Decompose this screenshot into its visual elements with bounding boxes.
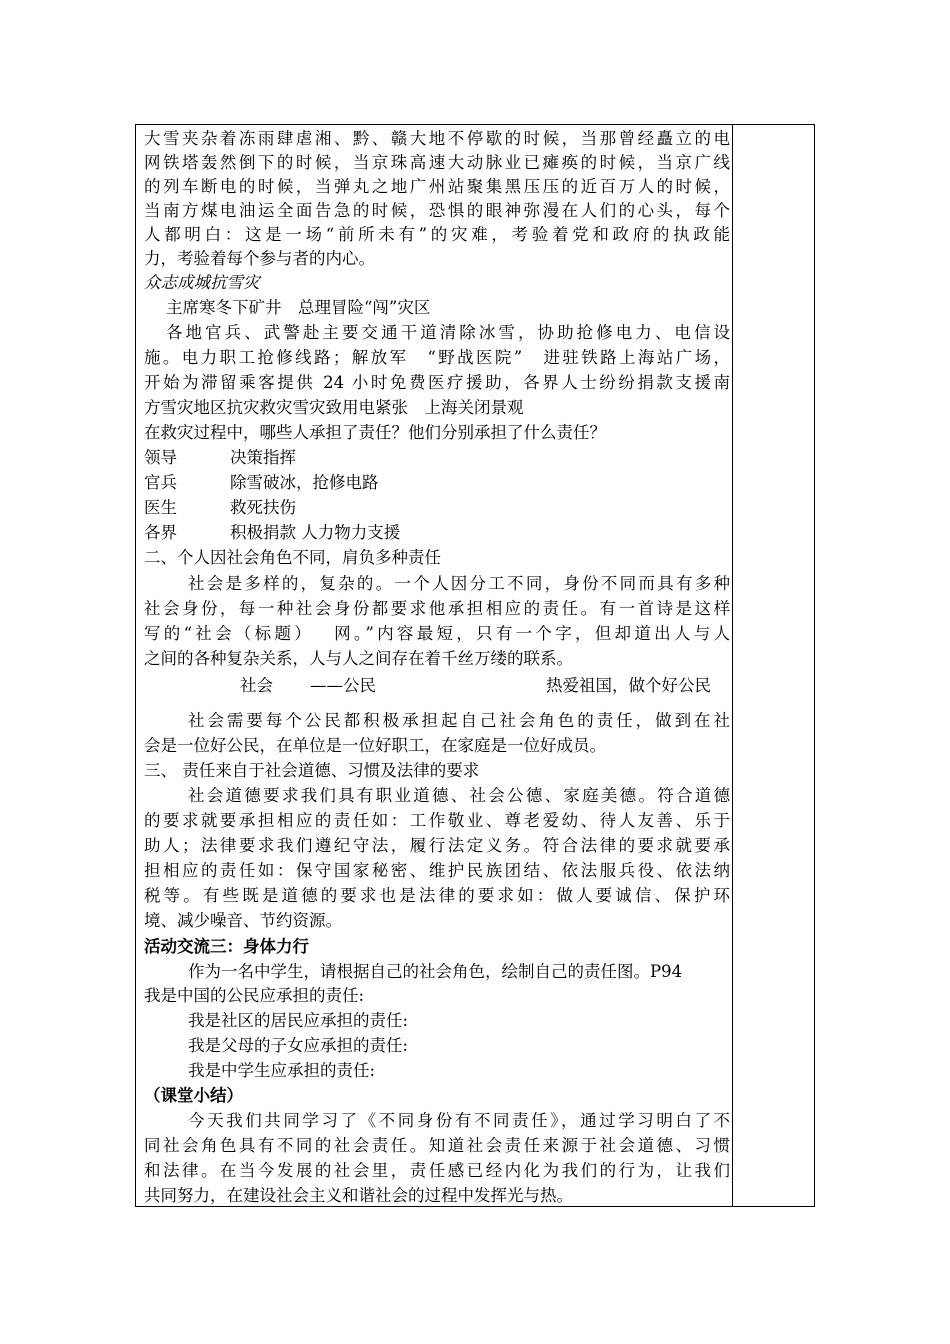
para1-line: 网铁塔轰然倒下的时候，当京珠高速大动脉业已瘫痪的时候，当京广线: [144, 153, 730, 172]
para1-line: 人都明白：这是一场“前所未有”的灾难，考验着党和政府的执政能: [144, 225, 730, 244]
question: 在救灾过程中，哪些人承担了责任？他们分别承担了什么责任？: [144, 423, 606, 442]
role-duty: 除雪破冰，抢修电路: [230, 473, 379, 492]
role-who: 官兵: [144, 473, 177, 492]
role-duty: 救死扶伤: [230, 498, 296, 517]
para5-line: 境、减少噪音、节约资源。: [144, 911, 342, 930]
para3-line: 写的“社会（标题） 网。”内容最短，只有一个字，但却道出人与人: [144, 624, 730, 643]
summary-line: 和法律。在当今发展的社会里，责任感已经内化为我们的行为，让我们: [144, 1161, 730, 1180]
para5-line: 助人；法律要求我们遵纪守法，履行法定义务。符合法律的要求就要承: [144, 836, 730, 855]
para1-line: 的列车断电的时候，当弹丸之地广州站聚集黑压压的近百万人的时候，: [144, 177, 730, 196]
column-divider: [732, 125, 733, 1206]
role-row: [144, 521, 400, 545]
role-who: 医生: [144, 498, 177, 517]
lesson-content-cell: [144, 125, 730, 1206]
para2-line: 方雪灾地区抗灾救灾雪灾致用电紧张 上海关闭景观: [144, 398, 524, 417]
para1-line: 力，考验着每个参与者的内心。: [144, 249, 375, 268]
role-who: 各界: [144, 523, 177, 542]
section3-title: 三、 责任来自于社会道德、习惯及法律的要求: [144, 761, 480, 780]
role-row: [144, 446, 296, 470]
role-row: [144, 471, 379, 495]
duty-resident: 我是社区的居民应承担的责任:: [188, 1011, 409, 1030]
role-row: [144, 496, 296, 520]
para2-line: 各地官兵、武警赴主要交通干道清除冰雪，协助抢修电力、电信设: [166, 323, 730, 342]
lesson-table: [135, 124, 815, 1207]
duty-child: 我是父母的子女应承担的责任:: [188, 1036, 409, 1055]
activity-title: 活动交流三：身体力行: [144, 937, 309, 956]
activity-text: 作为一名中学生，请根据自己的社会角色，绘制自己的责任图。P94: [188, 962, 683, 981]
headline: 主席寒冬下矿井 总理冒险“闯”灾区: [166, 298, 431, 317]
role-left: 社会: [240, 676, 273, 695]
subtitle: 众志成城抗雪灾: [144, 273, 260, 292]
para5-line: 的要求就要承担相应的责任如：工作敬业、尊老爱幼、待人友善、乐于: [144, 811, 730, 830]
para1-line: 当南方煤电油运全面告急的时候，恐惧的眼神弥漫在人们的心头，每个: [144, 201, 730, 220]
para5-line: 社会道德要求我们具有职业道德、社会公德、家庭美德。符合道德: [188, 786, 730, 805]
duty-student: 我是中学生应承担的责任:: [188, 1061, 376, 1080]
role-right: 热爱祖国，做个好公民: [546, 676, 711, 695]
summary-line: 今天我们共同学习了《不同身份有不同责任》，通过学习明白了不: [188, 1111, 730, 1130]
para4-line: 会是一位好公民，在单位是一位好职工，在家庭是一位好成员。: [144, 736, 606, 755]
para3-line: 社会是多样的，复杂的。一个人因分工不同，身份不同而具有多种: [188, 574, 730, 593]
para2-line: 施。电力职工抢修线路；解放军 “野战医院” 进驻铁路上海站广场，: [144, 348, 730, 367]
para3-line: 之间的各种复杂关系，人与人之间存在着千丝万缕的联系。: [144, 649, 573, 668]
role-duty: 决策指挥: [230, 448, 296, 467]
para3-line: 社会身份，每一种社会身份都要求他承担相应的责任。有一首诗是这样: [144, 599, 730, 618]
role-who: 领导: [144, 448, 177, 467]
section2-title: 二、个人因社会角色不同，肩负多种责任: [144, 548, 441, 567]
role-duty: 积极捐款 人力物力支援: [230, 523, 401, 542]
para5-line: 税等。有些既是道德的要求也是法律的要求如：做人要诚信、保护环: [144, 886, 730, 905]
para4-line: 社会需要每个公民都积极承担起自己社会角色的责任，做到在社: [188, 711, 730, 730]
para1-line: 大雪夹杂着冻雨肆虐湘、黔、赣大地不停歇的时候，当那曾经矗立的电: [144, 129, 730, 148]
summary-line: 共同努力，在建设社会主义和谐社会的过程中发挥光与热。: [144, 1186, 573, 1205]
para5-line: 担相应的责任如：保守国家秘密、维护民族团结、依法服兵役、依法纳: [144, 861, 730, 880]
para2-line: 开始为滞留乘客提供 24 小时免费医疗援助，各界人士纷纷捐款支援南: [144, 373, 730, 392]
summary-title: （课堂小结）: [144, 1086, 243, 1105]
summary-line: 同社会角色具有不同的社会责任。知道社会责任来源于社会道德、习惯: [144, 1136, 730, 1155]
duty-citizen: 我是中国的公民应承担的责任:: [144, 986, 365, 1005]
role-mid: ——公民: [310, 676, 376, 695]
